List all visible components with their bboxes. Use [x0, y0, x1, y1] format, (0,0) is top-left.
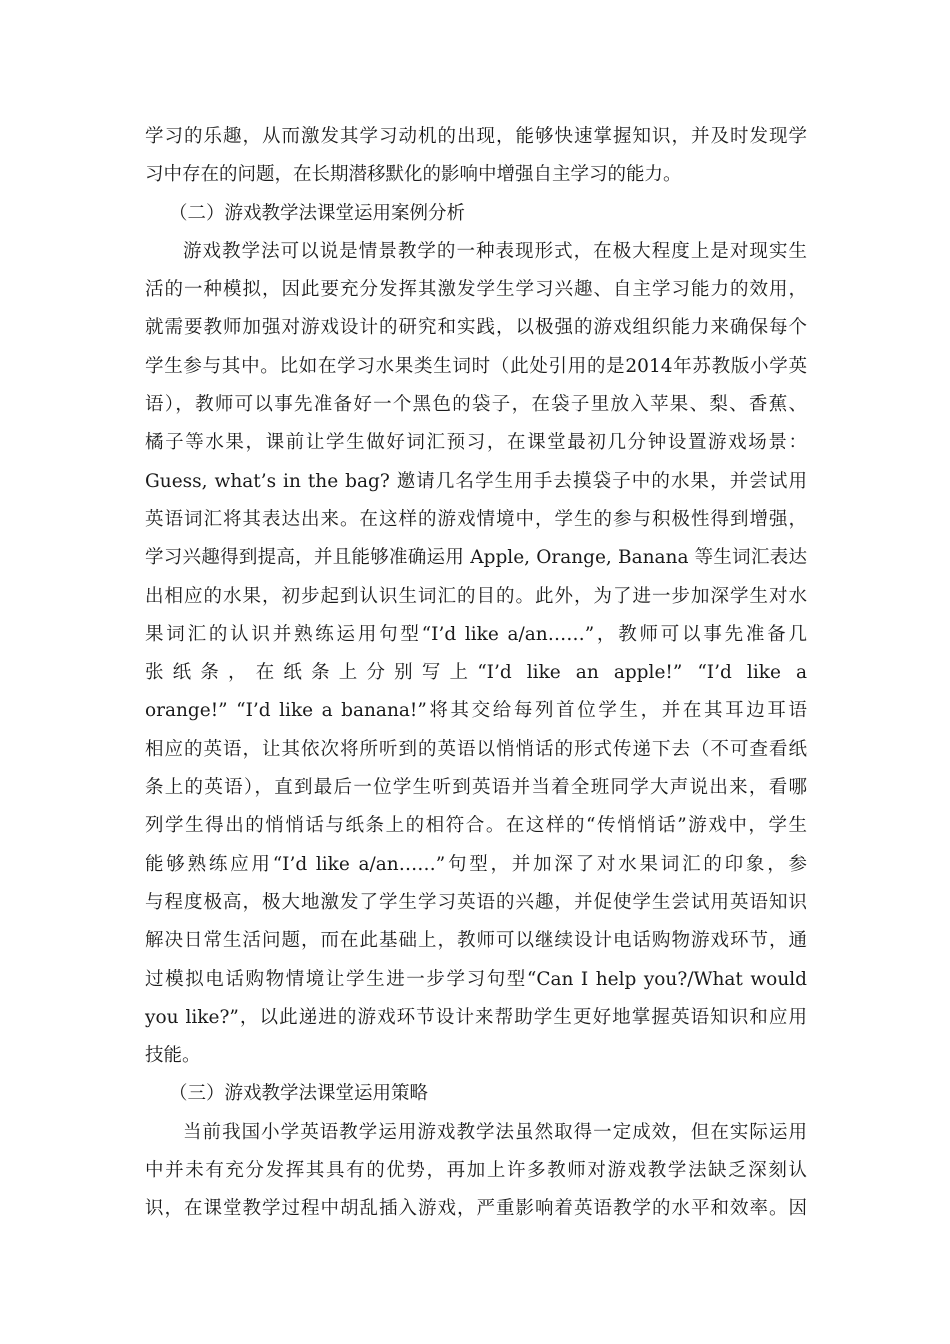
- section-heading: （三）游戏教学法课堂运用策略: [169, 1083, 429, 1105]
- text-line: 学习兴趣得到提高，并且能够准确运用 Apple, Orange, Banana 等生词汇表达: [145, 547, 807, 569]
- text-line: 橘子等水果，课前让学生做好词汇预习，在课堂最初几分钟设置游戏场景：: [145, 432, 807, 454]
- text-line: 相应的英语，让其依次将所听到的英语以悄悄话的形式传递下去（不可查看纸: [145, 738, 807, 760]
- paragraph-start: 游戏教学法可以说是情景教学的一种表现形式，在极大程度上是对现实生: [183, 240, 807, 262]
- text-line: 学生参与其中。比如在学习水果类生词时（此处引用的是2014年苏教版小学英: [145, 355, 807, 377]
- text-line: 过模拟电话购物情境让学生进一步学习句型“Can I help you?/What would: [145, 968, 807, 990]
- text-line: 英语词汇将其表达出来。在这样的游戏情境中，学生的参与积极性得到增强，: [145, 508, 807, 530]
- text-line: 张纸条，在纸条上分别写上“I’d like an apple!” “I’d like a: [145, 662, 807, 684]
- text-line: 技能。: [145, 1045, 201, 1067]
- text-line: 能够熟练应用“I’d like a/an……”句型，并加深了对水果词汇的印象，参: [145, 853, 807, 875]
- text-line: 语），教师可以事先准备好一个黑色的袋子，在袋子里放入苹果、梨、香蕉、: [145, 394, 807, 416]
- text-line: 活的一种模拟，因此要充分发挥其激发学生学习兴趣、自主学习能力的效用，: [145, 279, 807, 301]
- paragraph-start: 当前我国小学英语教学运用游戏教学法虽然取得一定成效，但在实际运用: [183, 1121, 807, 1143]
- text-line: 中并未有充分发挥其具有的优势，再加上许多教师对游戏教学法缺乏深刻认: [145, 1160, 807, 1182]
- text-line: Guess, what’s in the bag? 邀请几名学生用手去摸袋子中的水果，并尝试用: [145, 470, 807, 492]
- text-line: 学习的乐趣，从而激发其学习动机的出现，能够快速掌握知识，并及时发现学: [145, 126, 807, 147]
- text-line: orange!” “I’d like a banana!”将其交给每列首位学生，并在其耳边耳语: [145, 700, 807, 722]
- text-line: 识，在课堂教学过程中胡乱插入游戏，严重影响着英语教学的水平和效率。因: [145, 1198, 807, 1220]
- text-line: 条上的英语），直到最后一位学生听到英语并当着全班同学大声说出来，看哪: [145, 777, 807, 799]
- text-line: 解决日常生活问题，而在此基础上，教师可以继续设计电话购物游戏环节，通: [145, 930, 807, 952]
- document-page: [145, 122, 807, 1233]
- text-line: 列学生得出的悄悄话与纸条上的相符合。在这样的“传悄悄话”游戏中，学生: [145, 815, 807, 837]
- text-line: 果词汇的认识并熟练运用句型“I’d like a/an……”，教师可以事先准备几: [145, 623, 807, 645]
- text-line: 习中存在的问题，在长期潜移默化的影响中增强自主学习的能力。: [145, 164, 682, 186]
- text-line: 就需要教师加强对游戏设计的研究和实践，以极强的游戏组织能力来确保每个: [145, 317, 807, 339]
- text-line: 与程度极高，极大地激发了学生学习英语的兴趣，并促使学生尝试用英语知识: [145, 891, 807, 913]
- section-heading: （二）游戏教学法课堂运用案例分析: [169, 202, 466, 224]
- text-line: 出相应的水果，初步起到认识生词汇的目的。此外，为了进一步加深学生对水: [145, 585, 807, 607]
- text-line: you like?”，以此递进的游戏环节设计来帮助学生更好地掌握英语知识和应用: [145, 1006, 807, 1028]
